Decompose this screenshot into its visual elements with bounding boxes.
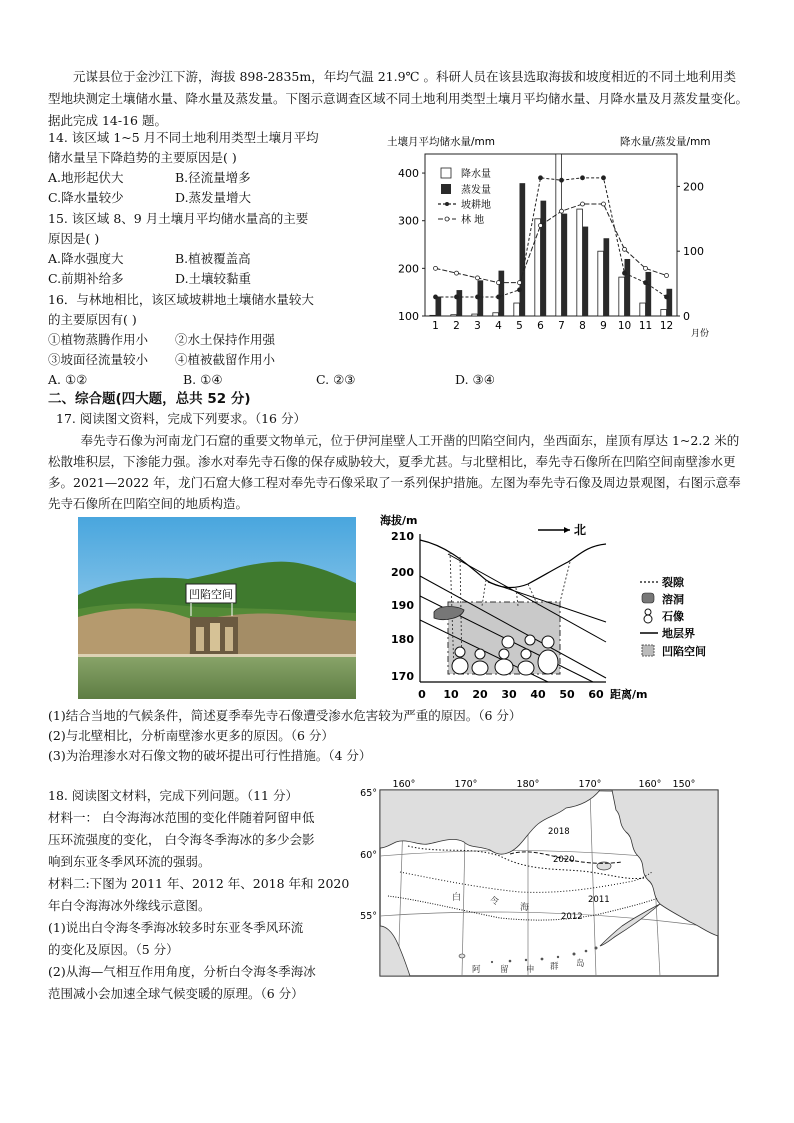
year-label-2012: 2012 (561, 912, 583, 922)
legend-statue: 石像 (662, 610, 684, 623)
x-tick-label: 9 (600, 320, 607, 332)
svg-text:留: 留 (500, 965, 509, 975)
evap-bar (436, 297, 442, 316)
forest-point (518, 281, 522, 285)
evap-bar (562, 214, 568, 316)
legend-depression-symbol (642, 645, 654, 656)
legend-slope: 坡耕地 (461, 200, 491, 211)
left-tick-label: 400 (398, 167, 419, 181)
forest-point (434, 266, 438, 270)
photo-label: 凹陷空间 (189, 588, 233, 601)
q15-option-a: A.降水强度大 (48, 251, 124, 266)
slope-farmland-point (665, 295, 669, 299)
q16-option-a: A. ①② (48, 372, 88, 387)
lon-label-160w: 160° (392, 779, 416, 790)
legend-evap: 蒸发量 (461, 185, 491, 196)
precip-bar (598, 251, 604, 316)
slope-farmland-point (644, 281, 648, 285)
q18-sub1-line2: 的变化及原因。（5 分） (48, 942, 179, 957)
slope-farmland-point (497, 295, 501, 299)
slope-farmland-point (560, 178, 564, 182)
q14-stem-line1: 14. 该区域 1~5 月不同土地利用类型土壤月平均 (48, 130, 319, 145)
lon-label-160e: 160° (638, 779, 662, 790)
slope-farmland-point (581, 176, 585, 180)
left-tick-label: 300 (398, 214, 419, 228)
geo-ytick-210: 210 (391, 530, 414, 543)
lat-label-60: 60° (360, 850, 377, 861)
precip-bar (661, 310, 667, 316)
precip-bar (640, 303, 646, 316)
q15-stem-line2: 原因是( ) (48, 231, 100, 246)
evap-bar (646, 272, 652, 316)
q18-sub2-line2: 范围减小会加速全球气候变暖的原理。（6 分） (48, 986, 304, 1001)
q16-option-d: D. ③④ (455, 372, 495, 387)
year-label-2018: 2018 (548, 827, 570, 837)
precip-bar (493, 313, 499, 316)
geo-ytick-180: 180 (391, 633, 414, 646)
q17-material: 奉先寺石像为河南龙门石窟的重要文物单元，位于伊河崖壁人工开凿的凹陷空间内，坐西面东，崖顶有厚达 1~2.2 米的松散堆积层，下渗能力强。渗水对奉先寺石像的保存威胁较大，夏季尤甚。与北壁相比，奉先寺石像所在凹陷空间南壁渗水更多。2021—2022 年，龙门石窟大修工程对奉先寺石像采取了一系列保护措施。左图为奉先寺石像及周边景观图，右图示意奉先寺石像所在凹陷空间的地质构造。 (48, 433, 741, 511)
x-tick-label: 1 (432, 320, 439, 332)
lat-label-65: 65° (360, 788, 377, 799)
evap-bar (499, 271, 505, 316)
evap-bar (604, 238, 610, 316)
q16-option-b: B. ①④ (183, 372, 223, 387)
evap-bar (625, 259, 631, 316)
q15-stem-line1: 15. 该区域 8、9 月土壤月平均储水量高的主要 (48, 211, 309, 226)
legend-precip-swatch (441, 168, 451, 178)
chart-legend (438, 167, 491, 226)
x-tick-label: 7 (558, 320, 565, 332)
forest-point (476, 276, 480, 280)
precip-bar (619, 277, 625, 316)
geo-xtick-60: 60 (588, 688, 604, 701)
forest-point (539, 223, 543, 227)
x-tick-label: 2 (453, 320, 460, 332)
legend-forest: 林 地 (461, 215, 485, 226)
slope-farmland-point (518, 288, 522, 292)
x-tick-label: 3 (474, 320, 481, 332)
forest-point (581, 202, 585, 206)
precip-bar (472, 314, 478, 316)
photo-cliff-left (78, 609, 198, 657)
precip-bar (430, 315, 436, 316)
geo-xlabel: 距离/m (610, 688, 648, 701)
right-tick-label: 0 (683, 310, 690, 323)
lon-label-170a: 170° (454, 779, 478, 790)
legend-precip: 降水量 (461, 169, 491, 180)
soil-water-chart (375, 128, 720, 346)
legend-stratum: 地层界 (662, 627, 695, 640)
svg-text:令: 令 (490, 897, 500, 907)
geo-xtick-10: 10 (443, 688, 459, 701)
q16-statement-1: ①植物蒸腾作用小 (48, 332, 149, 347)
geo-legend (640, 575, 706, 658)
chart-x-unit: 月份 (691, 329, 710, 339)
precip-bar (535, 219, 541, 316)
legend-statue-symbol (644, 615, 652, 623)
q14-option-b: B.径流量增多 (175, 170, 251, 185)
geo-ytick-190: 190 (391, 599, 414, 612)
chart-right-axis-label: 降水量/蒸发量/mm (620, 136, 711, 148)
evap-bar (583, 227, 589, 316)
legend-forest-marker (445, 217, 449, 221)
legend-fracture: 裂隙 (662, 576, 684, 589)
x-tick-label: 10 (617, 320, 632, 332)
svg-text:申: 申 (526, 965, 535, 975)
q18-material1-line3: 响到东亚冬季风环流的强弱。 (48, 854, 211, 869)
q18-material1-line2: 压环流强度的变化， 白令海冬季海冰的多少会影 (48, 832, 315, 847)
x-tick-label: 4 (495, 320, 502, 332)
legend-cave-symbol (642, 593, 654, 603)
svg-text:群: 群 (550, 962, 559, 972)
q17-sub1: (1)结合当地的气候条件，简述夏季奉先寺石像遭受渗水危害较为严重的原因。（6 分） (48, 708, 522, 723)
slope-farmland-point (476, 295, 480, 299)
geo-xtick-50: 50 (559, 688, 575, 701)
geo-xtick-40: 40 (530, 688, 546, 701)
evap-bar (520, 183, 526, 316)
q16-statement-2: ②水土保持作用强 (175, 332, 276, 347)
q17-sub2: (2)与北壁相比，分析南壁渗水更多的原因。（6 分） (48, 728, 334, 743)
forest-point (644, 266, 648, 270)
precip-bar (451, 315, 457, 316)
forest-point (665, 274, 669, 278)
q15-option-b: B.植被覆盖高 (175, 251, 251, 266)
section-2-heading: 二、综合题(四大题，总共 52 分) (48, 391, 251, 407)
left-tick-label: 200 (398, 262, 419, 276)
q18-sub1-line1: (1)说出白令海冬季海冰较多时东亚冬季风环流 (48, 920, 304, 935)
q18-material2-line1: 材料二:下图为 2011 年、2012 年、2018 年和 2020 (48, 876, 350, 891)
q14-option-a: A.地形起伏大 (48, 170, 124, 185)
intro-14-16: 元谋县位于金沙江下游，海拔 898-2835m，年均气温 21.9℃ 。科研人员在该县选取海拔和坡度相近的不同土地利用类型地块测定土壤储水量、降水量及蒸发量。下图示意调查区域不同土地利用类型土壤月平均储水量、月降水量及月蒸发量变化。据此完成 14-16 题。 (48, 69, 749, 128)
svg-text:海: 海 (520, 903, 530, 913)
q16-statement-3: ③坡面径流量较小 (48, 352, 149, 367)
forest-point (623, 247, 627, 251)
q15-option-d: D.土壤较黏重 (175, 271, 252, 286)
forest-point (602, 202, 606, 206)
precip-bar (577, 209, 583, 316)
q14-stem-line2: 储水量呈下降趋势的主要原因是( ) (48, 150, 237, 165)
q16-statement-4: ④植被截留作用小 (175, 352, 276, 367)
slope-farmland-point (434, 295, 438, 299)
evap-bar (541, 201, 547, 316)
x-tick-label: 8 (579, 320, 586, 332)
evap-bar (667, 289, 673, 316)
north-label: 北 (574, 523, 587, 537)
x-tick-label: 6 (537, 320, 544, 332)
left-tick-label: 100 (398, 310, 419, 323)
ground-surface (420, 540, 606, 587)
svg-text:阿: 阿 (472, 965, 481, 975)
geo-xtick-30: 30 (501, 688, 517, 701)
fengxian-temple-photo (78, 517, 356, 699)
legend-depression: 凹陷空间 (662, 645, 706, 658)
svg-text:白: 白 (452, 893, 462, 903)
q17-heading: 17. 阅读图文资料，完成下列要求。（16 分） (56, 411, 306, 426)
forest-point (455, 271, 459, 275)
slope-farmland-point (623, 271, 627, 275)
q16-option-c: C. ②③ (316, 372, 356, 387)
year-label-2020: 2020 (553, 855, 575, 865)
x-tick-label: 5 (516, 320, 523, 332)
x-tick-label: 11 (638, 320, 653, 332)
q15-option-c: C.前期补给多 (48, 271, 124, 286)
lon-label-180: 180° (516, 779, 540, 790)
lon-label-150: 150° (672, 779, 696, 790)
q16-stem-line1: 16．与林地相比，该区域坡耕地土壤储水量较大 (48, 292, 314, 307)
bering-sea-map (360, 776, 722, 980)
precip-bar (514, 303, 520, 316)
q18-material1-line1: 材料一： 白令海海冰范围的变化伴随着阿留申低 (48, 810, 315, 825)
q14-option-c: C.降水量较少 (48, 190, 124, 205)
geo-xtick-0: 0 (418, 688, 426, 701)
slope-farmland-point (539, 176, 543, 180)
svg-text:岛: 岛 (576, 959, 585, 969)
legend-slope-marker (445, 202, 449, 206)
x-tick-label: 12 (659, 320, 674, 332)
geo-xtick-20: 20 (472, 688, 488, 701)
lat-label-55: 55° (360, 911, 377, 922)
evap-bar (457, 290, 463, 316)
geo-ytick-170: 170 (391, 670, 414, 683)
lon-label-170b: 170° (578, 779, 602, 790)
right-tick-label: 200 (683, 180, 704, 194)
right-tick-label: 100 (683, 245, 704, 259)
q14-option-d: D.蒸发量增大 (175, 190, 252, 205)
q17-sub3: (3)为治理渗水对石像文物的破坏提出可行性措施。（4 分） (48, 748, 372, 763)
legend-evap-swatch (441, 184, 451, 194)
slope-farmland-point (602, 176, 606, 180)
geo-ytick-200: 200 (391, 566, 414, 579)
q16-stem-line2: 的主要原因有( ) (48, 312, 137, 327)
geo-ylabel: 海拔/m (380, 514, 418, 527)
slope-farmland-point (455, 295, 459, 299)
year-label-2011: 2011 (588, 895, 610, 905)
legend-cave: 溶洞 (662, 593, 684, 606)
forest-point (560, 209, 564, 213)
q18-sub2-line1: (2)从海—气相互作用角度，分析白令海冬季海冰 (48, 964, 316, 979)
forest-point (497, 281, 501, 285)
geology-section-diagram (378, 510, 723, 703)
chart-left-axis-label: 土壤月平均储水量/mm (387, 136, 495, 148)
q18-heading: 18. 阅读图文材料，完成下列问题。（11 分） (48, 788, 298, 803)
q18-material2-line2: 年白令海海冰外缘线示意图。 (48, 898, 211, 913)
photo-river (78, 655, 356, 699)
